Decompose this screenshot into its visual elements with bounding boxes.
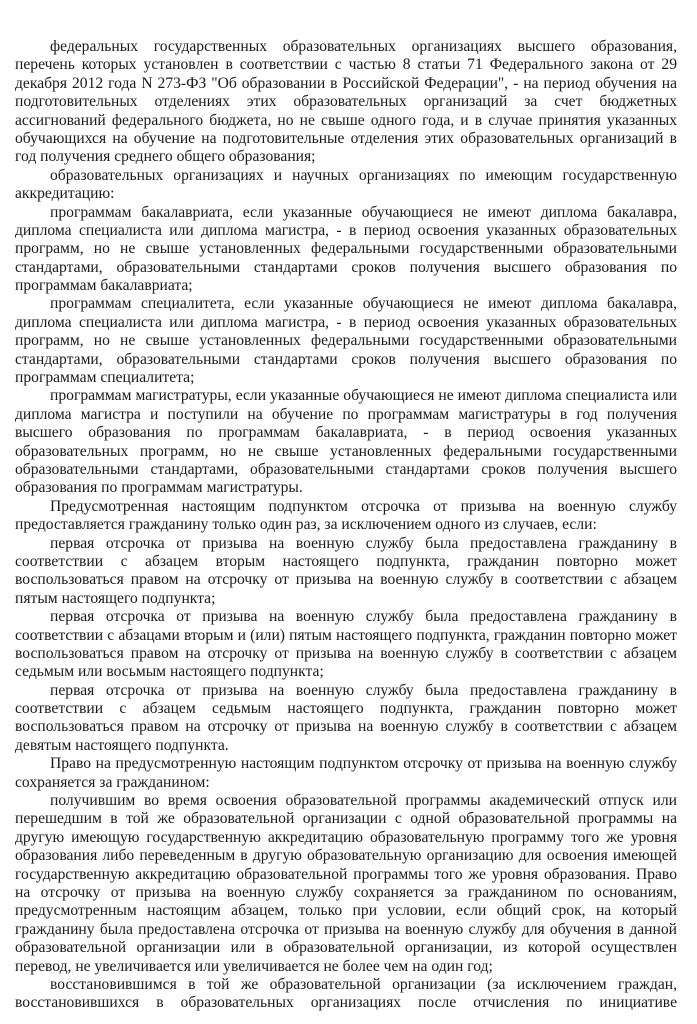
text-line: программ, но не свыше установленных федеральными государственными образовательными: [15, 332, 677, 350]
text-line: сохраняется за гражданином:: [15, 773, 210, 791]
text-line: подготовительных отделениях этих образовательных организаций за счет бюджетных: [15, 93, 677, 111]
text-line: получившим во время освоения образовательной программы академический отпуск или: [50, 792, 677, 810]
text-line: образования либо переведенным в другую образовательную организацию для освоения имеющей: [15, 847, 677, 865]
text-line: восстановившимся в той же образовательной организации (за исключением граждан,: [50, 975, 677, 993]
text-line: восстановившихся в образовательных организациях после отчисления по инициативе: [15, 994, 677, 1012]
paragraph: [15, 498, 677, 535]
paragraph: [15, 295, 677, 387]
text-line: программам специалитета;: [15, 369, 195, 387]
text-line: декабря 2012 года N 273-ФЗ "Об образовании в Российской Федерации", - на период обучения на: [15, 74, 677, 92]
text-line: обучающихся на обучение на подготовительные отделения этих образовательных организаций в: [15, 129, 677, 147]
text-line: соответствии с абзацами вторым и (или) пятым настоящего подпункта, гражданин повторно может: [15, 626, 677, 644]
text-line: образовательными стандартами, образовательными стандартами сроков получения высшего: [15, 460, 677, 478]
paragraph: [15, 608, 677, 682]
text-line: программ, но не свыше установленных федеральными государственными образовательными: [15, 240, 677, 258]
text-line: диплома магистра и поступили на обучение по программам магистратуры в год получения: [15, 405, 677, 423]
text-line: предоставляется гражданину только один раз, за исключением одного из случаев, если:: [15, 516, 597, 534]
text-line: год получения среднего общего образования;: [15, 148, 316, 166]
text-line: образования по программам магистратуры.: [15, 479, 303, 497]
text-line: программам специалитета, если указанные обучающиеся не имеют диплома бакалавра,: [50, 295, 677, 313]
text-line: перевод, не увеличивается или увеличивается не более чем на один год;: [15, 957, 493, 975]
text-line: седьмым или восьмым настоящего подпункта;: [15, 663, 324, 681]
text-line: воспользоваться правом на отсрочку от призыва на военную службу в соответствии с абзацем: [15, 571, 677, 589]
text-line: стандартами, образовательными стандартами сроков получения высшего образования по: [15, 350, 677, 368]
text-line: государственную аккредитацию образовательной программы того же уровня образования. Право: [15, 865, 677, 883]
text-line: воспользоваться правом на отсрочку от призыва на военную службу в соответствии с абзацем: [15, 644, 677, 662]
text-line: перечень которых установлен в соответствии с частью 8 статьи 71 Федерального закона от 29: [15, 56, 677, 74]
text-line: соответствии с абзацем вторым настоящего подпункта, гражданин повторно может: [15, 552, 677, 570]
text-line: программам бакалавриата, если указанные обучающиеся не имеют диплома бакалавра,: [50, 203, 677, 221]
text-line: образовательных программ, но не свыше установленных федеральными государственными: [15, 442, 677, 460]
paragraph: [15, 792, 677, 976]
text-line: пятым настоящего подпункта;: [15, 589, 216, 607]
text-line: соответствии с абзацем седьмым настоящего подпункта, гражданин повторно может: [15, 700, 677, 718]
text-line: первая отсрочка от призыва на военную службу была предоставлена гражданину в: [50, 534, 677, 552]
paragraph: [15, 976, 677, 1013]
text-line: образовательных организациях и научных организациях по имеющим государственную: [50, 166, 677, 184]
text-line: программам бакалавриата;: [15, 277, 193, 295]
text-line: высшего образования по программам бакалавриата, - в период освоения указанных: [15, 424, 677, 442]
paragraph: [15, 387, 677, 497]
text-line: гражданину была предоставлена отсрочка от призыва на военную службу для обучения в данной: [15, 920, 677, 938]
text-line: федеральных государственных образовательных организациях высшего образования,: [50, 38, 677, 55]
document-page: [15, 38, 677, 1013]
paragraph: [15, 682, 677, 756]
text-line: программам магистратуры, если указанные обучающиеся не имеют диплома специалиста или: [50, 387, 677, 405]
text-line: стандартами, образовательными стандартами сроков получения высшего образования по: [15, 258, 677, 276]
paragraph: [15, 204, 677, 296]
text-line: другую имеющую государственную аккредитацию образовательную программу того же уровня: [15, 828, 677, 846]
text-line: Предусмотренная настоящим подпунктом отсрочка от призыва на военную службу: [50, 497, 677, 515]
text-line: аккредитацию:: [15, 185, 115, 203]
text-line: образовательной организации или в образовательной организации, из которой осуществлен: [15, 939, 677, 957]
text-line: диплома специалиста или диплома магистра, - в период освоения указанных образовательных: [15, 221, 677, 239]
text-line: ассигнований федерального бюджета, но не свыше одного года, и в случае принятия указанных: [15, 111, 677, 129]
text-line: первая отсрочка от призыва на военную службу была предоставлена гражданину в: [50, 608, 677, 626]
text-line: воспользоваться правом на отсрочку от призыва на военную службу в соответствии с абзацем: [15, 718, 677, 736]
text-line: на отсрочку от призыва на военную службу сохраняется за гражданином по основаниям,: [15, 883, 677, 901]
text-line: предусмотренным настоящим абзацем, только при условии, если общий срок, на который: [15, 902, 677, 920]
paragraph: [15, 167, 677, 204]
paragraph: [15, 755, 677, 792]
paragraph: [15, 535, 677, 609]
paragraph: [15, 38, 677, 167]
text-line: диплома специалиста или диплома магистра, - в период освоения указанных образовательных: [15, 313, 677, 331]
text-line: девятым настоящего подпункта.: [15, 736, 229, 754]
text-line: Право на предусмотренную настоящим подпунктом отсрочку от призыва на военную службу: [50, 755, 677, 773]
text-line: первая отсрочка от призыва на военную службу была предоставлена гражданину в: [50, 681, 677, 699]
text-line: перешедшим в той же образовательной организации с одной образовательной программы на: [15, 810, 677, 828]
